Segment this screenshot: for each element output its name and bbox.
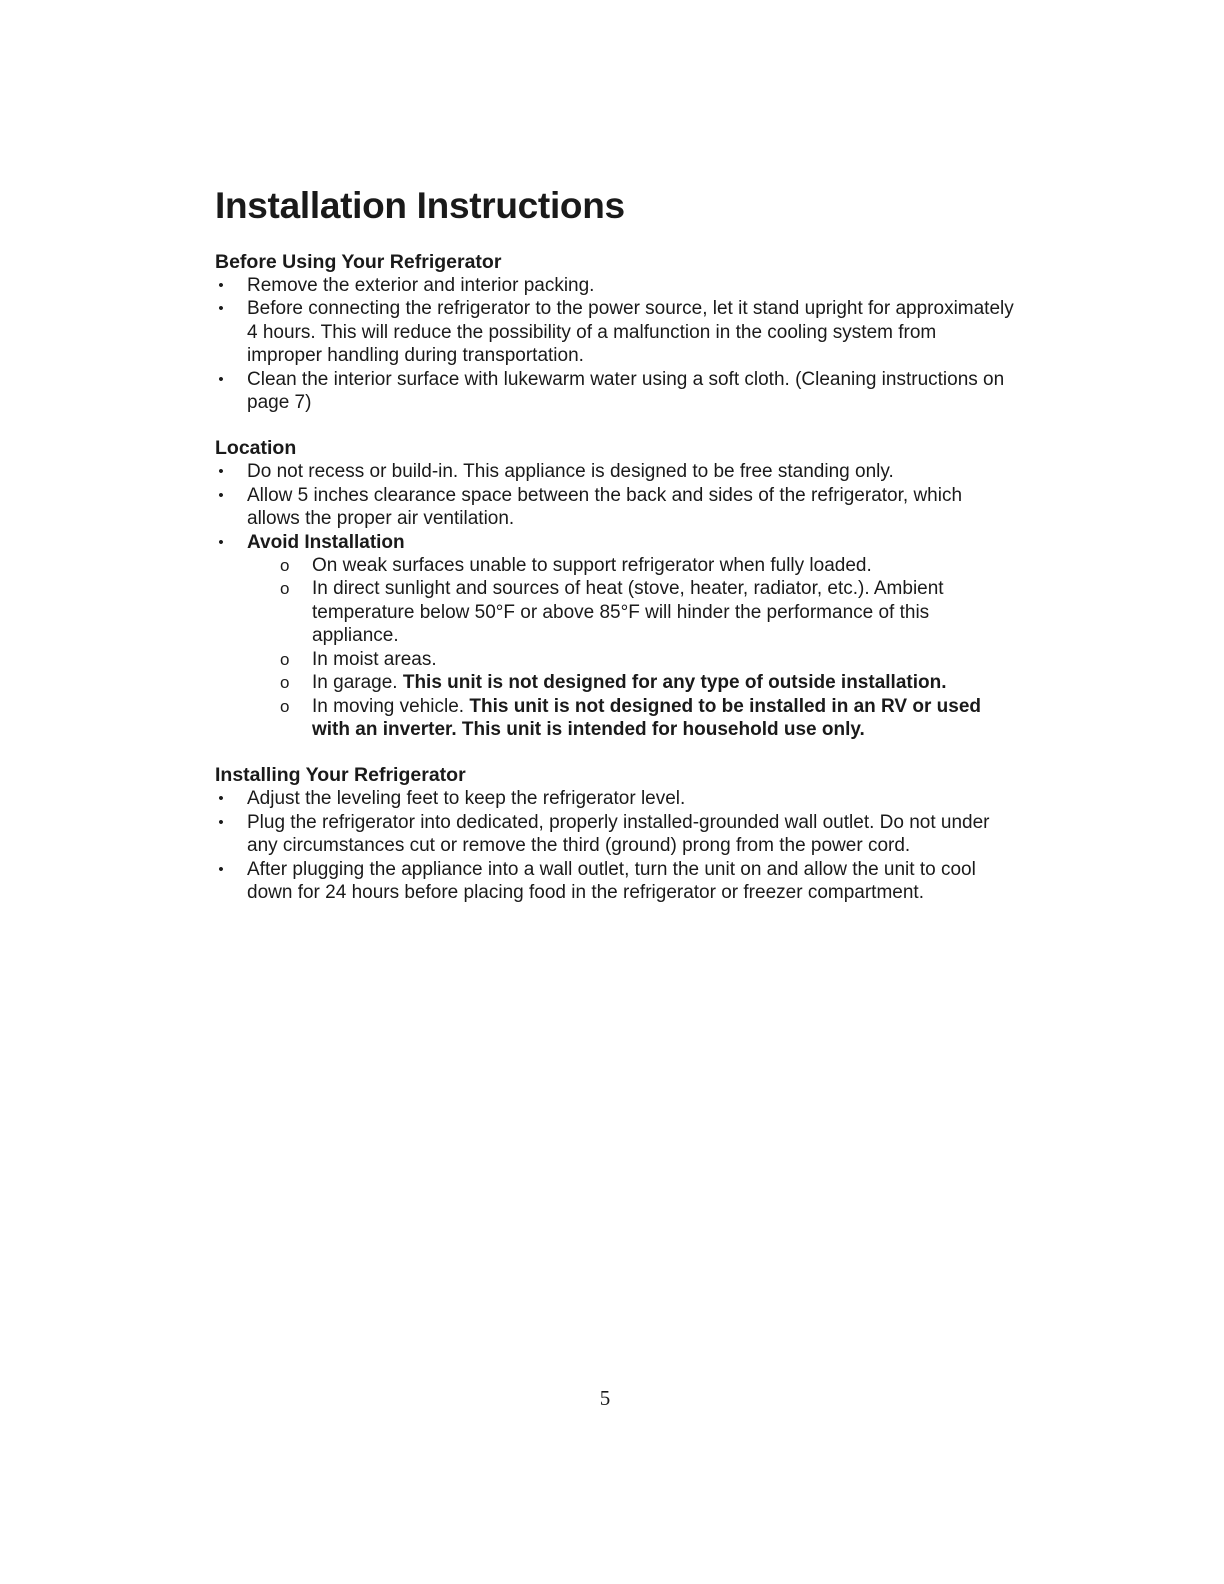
list-item (215, 484, 1015, 531)
list-item-text: Remove the exterior and interior packing. (247, 275, 595, 296)
list-item (215, 297, 1015, 367)
bullet-icon: • (218, 813, 224, 831)
section-location (215, 436, 1015, 741)
section-installing (215, 763, 1015, 904)
circle-bullet-icon: o (280, 556, 290, 576)
list-item (215, 460, 1015, 483)
sub-item-bold-text: This unit is not designed to be installed in an RV or used with an inverter. This unit is intended for household use only. (312, 695, 982, 740)
list-item-text: Allow 5 inches clearance space between the back and sides of the refrigerator, which allows the proper air ventilation. (247, 484, 963, 530)
bullet-icon: • (218, 300, 224, 318)
list-item-text: Clean the interior surface with lukewarm water using a soft cloth. (Cleaning instructions on page 7) (247, 368, 1005, 414)
list-item-text: Do not recess or build-in. This appliance is designed to be free standing only. (247, 461, 894, 483)
sub-list-item (280, 648, 1015, 671)
sub-item-text: In moist areas. (312, 648, 437, 670)
list-item-text: Adjust the leveling feet to keep the refrigerator level. (247, 788, 686, 810)
list-item-text: Before connecting the refrigerator to the power source, let it stand upright for approximately 4 hours. This will reduce the possibility of a malfunction in the cooling system from improper handling during transportation. (247, 298, 1014, 367)
list-item (215, 858, 1015, 905)
bullet-icon: • (218, 277, 224, 294)
section-heading: Installing Your Refrigerator (215, 764, 466, 787)
list-item-text: After plugging the appliance into a wall outlet, turn the unit on and allow the unit to cool down for 24 hours before placing food in the refrigerator or freezer compartment. (247, 858, 976, 903)
sub-list-item (280, 554, 1015, 577)
circle-bullet-icon: o (280, 579, 290, 599)
document-body (215, 184, 1015, 926)
sub-item-text: In moving vehicle. (312, 695, 470, 717)
bullet-icon: • (218, 860, 224, 878)
sub-item-text: On weak surfaces unable to support refrigerator when fully loaded. (312, 555, 872, 577)
bullet-icon: • (218, 370, 224, 388)
avoid-installation-label: Avoid Installation (247, 531, 405, 553)
circle-bullet-icon: o (280, 649, 290, 669)
section-before-using (215, 250, 1015, 414)
page-title: Installation Instructions (215, 185, 625, 226)
bullet-list (215, 787, 1015, 904)
list-item-text: Plug the refrigerator into dedicated, properly installed-grounded wall outlet. Do not under any circumstances cut or remove the third (ground) prong from the power cord. (247, 811, 990, 857)
list-item (215, 787, 1015, 810)
bullet-list (215, 274, 1015, 414)
sub-list-item (280, 695, 1015, 742)
sub-item-text: In direct sunlight and sources of heat (stove, heater, radiator, etc.). Ambient temperature below 50°F or above 85°F will hinder the performance of this appliance. (312, 578, 944, 647)
bullet-icon: • (218, 486, 224, 504)
bullet-list (215, 460, 1015, 554)
bullet-icon: • (218, 790, 224, 808)
section-heading: Location (215, 437, 297, 460)
sub-bullet-list (215, 554, 1015, 741)
list-item-avoid-installation (215, 531, 1015, 554)
sub-list-item (280, 671, 1015, 694)
page-number: 5 (599, 1386, 611, 1410)
bullet-icon: • (218, 533, 224, 551)
list-item (215, 274, 1015, 297)
sub-item-text: In garage. (312, 672, 403, 694)
list-item (215, 811, 1015, 858)
circle-bullet-icon: o (280, 673, 290, 693)
section-heading: Before Using Your Refrigerator (215, 251, 502, 273)
circle-bullet-icon: o (280, 696, 290, 716)
list-item (215, 368, 1015, 415)
bullet-icon: • (218, 463, 224, 481)
sub-list-item (280, 577, 1015, 647)
sub-item-bold-text: This unit is not designed for any type of outside installation. (402, 672, 947, 694)
